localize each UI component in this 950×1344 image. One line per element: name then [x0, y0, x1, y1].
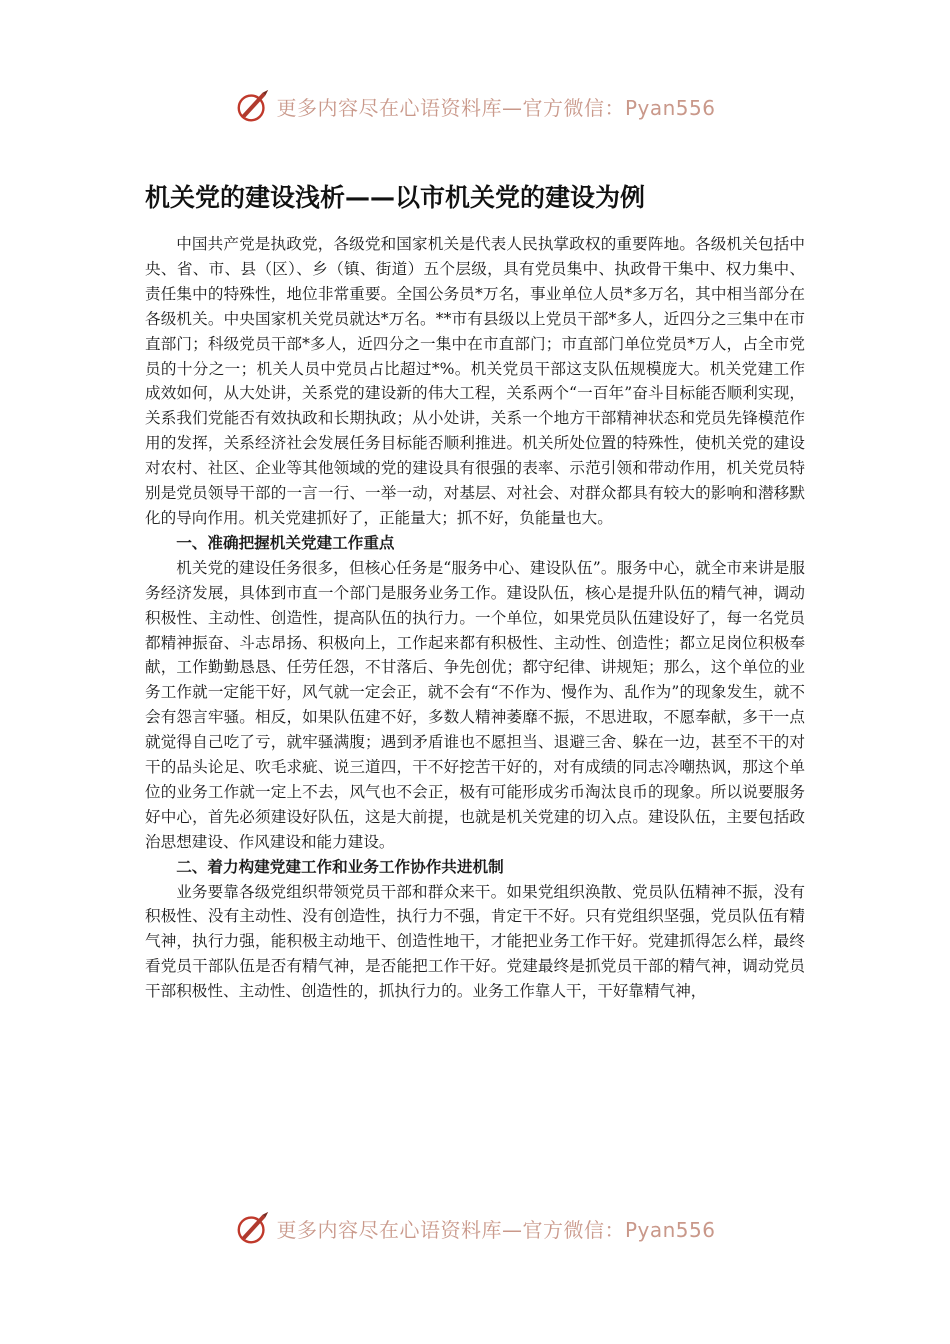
section-1-heading: 一、准确把握机关党建工作重点	[176, 533, 395, 552]
banner-text: 更多内容尽在心语资料库—官方微信：Pyan556	[276, 1217, 716, 1242]
banner-text: 更多内容尽在心语资料库—官方微信：Pyan556	[276, 95, 716, 120]
quill-pen-logo-icon	[234, 1209, 272, 1247]
section-1-paragraph: 机关党的建设任务很多，但核心任务是“服务中心、建设队伍”。服务中心，就全市来讲是服务经济发展，具体到市直一个部门是服务业务工作。建设队伍，核心是提升队伍的精气神，调动积极性、主动性、创造性，提高队伍的执行力。一个单位，如果党员队伍建设好了，每一名党员都精神振奋、斗志昂扬、积极向上，工作起来都有积极性、主动性、创造性；都立足岗位积极奉献，工作勤勤恳恳、任劳任怨，不甘落后、争先创优；都守纪律、讲规矩；那么，这个单位的业务工作就一定能干好，风气就一定会正，就不会有“不作为、慢作为、乱作为”的现象发生，就不会有怨言牢骚。相反，如果队伍建不好，多数人精神萎靡不振，不思进取，不愿奉献，多干一点就觉得自己吃了亏，就牢骚满腹；遇到矛盾谁也不愿担当、退避三舍、躲在一边，甚至不干的对干的品头论足、吹毛求疵、说三道四，干不好挖苦干好的，对有成绩的同志冷嘲热讽，那这个单位的业务工作就一定上不去，风气也不会正，极有可能形成劣币淘汰良币的现象。所以说要服务好中心，首先必须建设好队伍，这是大前提，也就是机关党建的切入点。建设队伍，主要包括政治思想建设、作风建设和能力建设。	[145, 558, 805, 851]
document-body	[145, 232, 805, 1004]
section-2-paragraph: 业务要靠各级党组织带领党员干部和群众来干。如果党组织涣散、党员队伍精神不振，没有积极性、没有主动性、没有创造性，执行力不强，肯定干不好。只有党组织坚强，党员队伍有精气神，执行力强，能积极主动地干、创造性地干，才能把业务工作干好。党建抓得怎么样，最终看党员干部队伍是否有精气神，是否能把工作干好。党建最终是抓党员干部的精气神，调动党员干部积极性、主动性、创造性的，抓执行力的。业务工作靠人干，干好靠精气神，	[145, 882, 805, 1001]
document-title: 机关党的建设浅析——以市机关党的建设为例	[145, 183, 646, 212]
quill-pen-logo-icon	[234, 87, 272, 125]
intro-paragraph: 中国共产党是执政党，各级党和国家机关是代表人民执掌政权的重要阵地。各级机关包括中央、省、市、县（区）、乡（镇、街道）五个层级，具有党员集中、执政骨干集中、权力集中、责任集中的特殊性，地位非常重要。全国公务员*万名，事业单位人员*多万名，其中相当部分在各级机关。中央国家机关党员就达*万名。**市有县级以上党员干部*多人，近四分之三集中在市直部门；科级党员干部*多人，近四分之一集中在市直部门；市直部门单位党员*万人，占全市党员的十分之一；机关人员中党员占比超过*%。机关党员干部这支队伍规模庞大。机关党建工作成效如何，从大处讲，关系党的建设新的伟大工程，关系两个“一百年”奋斗目标能否顺利实现，关系我们党能否有效执政和长期执政；从小处讲，关系一个地方干部精神状态和党员先锋模范作用的发挥，关系经济社会发展任务目标能否顺利推进。机关所处位置的特殊性，使机关党的建设对农村、社区、企业等其他领域的党的建设具有很强的表率、示范引领和带动作用，机关党员特别是党员领导干部的一言一行、一举一动，对基层、对社会、对群众都具有较大的影响和潜移默化的导向作用。机关党建抓好了，正能量大；抓不好，负能量也大。	[145, 235, 805, 527]
section-2-heading: 二、着力构建党建工作和业务工作协作共进机制	[176, 857, 504, 876]
header-banner	[0, 86, 950, 126]
footer-banner	[0, 1208, 950, 1248]
